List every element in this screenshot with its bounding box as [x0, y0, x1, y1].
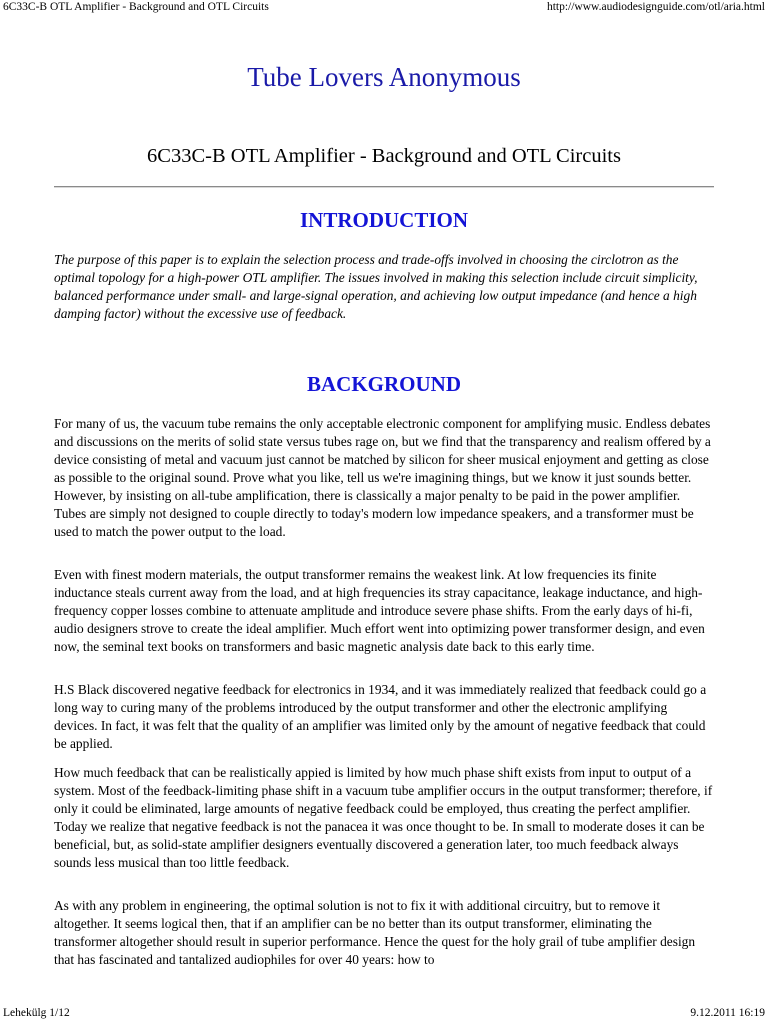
- page-title: 6C33C-B OTL Amplifier - Background and OTL Circuits: [147, 145, 621, 167]
- print-header-title: 6C33C-B OTL Amplifier - Background and OTL Circuits: [3, 1, 269, 13]
- background-paragraph-5: As with any problem in engineering, the optimal solution is not to fix it with additional circuitry, but to remove it altogether. It seems logical then, that if an amplifier can be no better than its output transformer, eliminating the transformer altogether should result in superior performance. Hence the quest for the holy grail of tube amplifier design that has fascinated and tantalized audiophiles for over 40 years: how to: [54, 898, 696, 967]
- title-divider: [54, 186, 714, 188]
- site-title: Tube Lovers Anonymous: [247, 62, 521, 92]
- print-header-url: http://www.audiodesignguide.com/otl/aria.html: [546, 1, 765, 13]
- background-paragraph-2: Even with finest modern materials, the output transformer remains the weakest link. At low frequencies its finite inductance steals current away from the load, and at high frequencies its stray capacitance, leakage inductance, and high-frequency copper losses combine to attenuate amplitude and introduce severe phase shifts. From the early days of hi-fi, audio designers strove to create the ideal amplifier. Much effort went into optimizing power transformer design, and even now, the seminal text books on transformers and basic magnetic analysis date back to this early time.: [54, 567, 705, 654]
- background-paragraph-3: H.S Black discovered negative feedback for electronics in 1934, and it was immediately realized that feedback could go a long way to curing many of the problems introduced by the output transformer and other the electronic amplifying devices. In fact, it was felt that the quality of an amplifier was limited only by the amount of negative feedback that could be applied.: [54, 682, 707, 751]
- background-paragraph-4: How much feedback that can be realistically appied is limited by how much phase shift exists from input to output of a system. Most of the feedback-limiting phase shift in a vacuum tube amplifier occurs in the output transformer; therefore, if only it could be eliminated, large amounts of negative feedback could be employed, thus creating the perfect amplifier. Today we realize that negative feedback is not the panacea it was once thought to be. In small to moderate doses it can be beneficial, but, as solid-state amplifier designers eventually discovered a generation later, too much feedback always sounds less musical than too little feedback.: [54, 765, 713, 870]
- background-paragraph-1: For many of us, the vacuum tube remains the only acceptable electronic component for amplifying music. Endless debates and discussions on the merits of solid state versus tubes rage on, but we find that the transparency and realism offered by a device consisting of metal and vacuum just cannot be matched by silicon for sheer musical enjoyment and getting as close as possible to the original sound. Prove what you like, tell us we're imagining things, but we know it just sounds better. However, by insisting on all-tube amplification, there is classically a major penalty to be paid in the power amplifier. Tubes are simply not designed to couple directly to today's modern low impedance speakers, and a transformer must be used to match the power output to the load.: [54, 416, 711, 539]
- print-footer-page-number: Lehekülg 1/12: [3, 1007, 70, 1019]
- introduction-paragraph: The purpose of this paper is to explain the selection process and trade-offs involved in choosing the circlotron as the optimal topology for a high-power OTL amplifier. The issues involved in making this selection include circuit simplicity, balanced performance under small- and large-signal operation, and achieving low output impedance (and hence a high damping factor) without the excessive use of feedback.: [54, 252, 698, 321]
- introduction-heading: INTRODUCTION: [299, 208, 469, 232]
- background-heading: BACKGROUND: [306, 372, 461, 396]
- print-footer-timestamp: 9.12.2011 16:19: [690, 1007, 765, 1019]
